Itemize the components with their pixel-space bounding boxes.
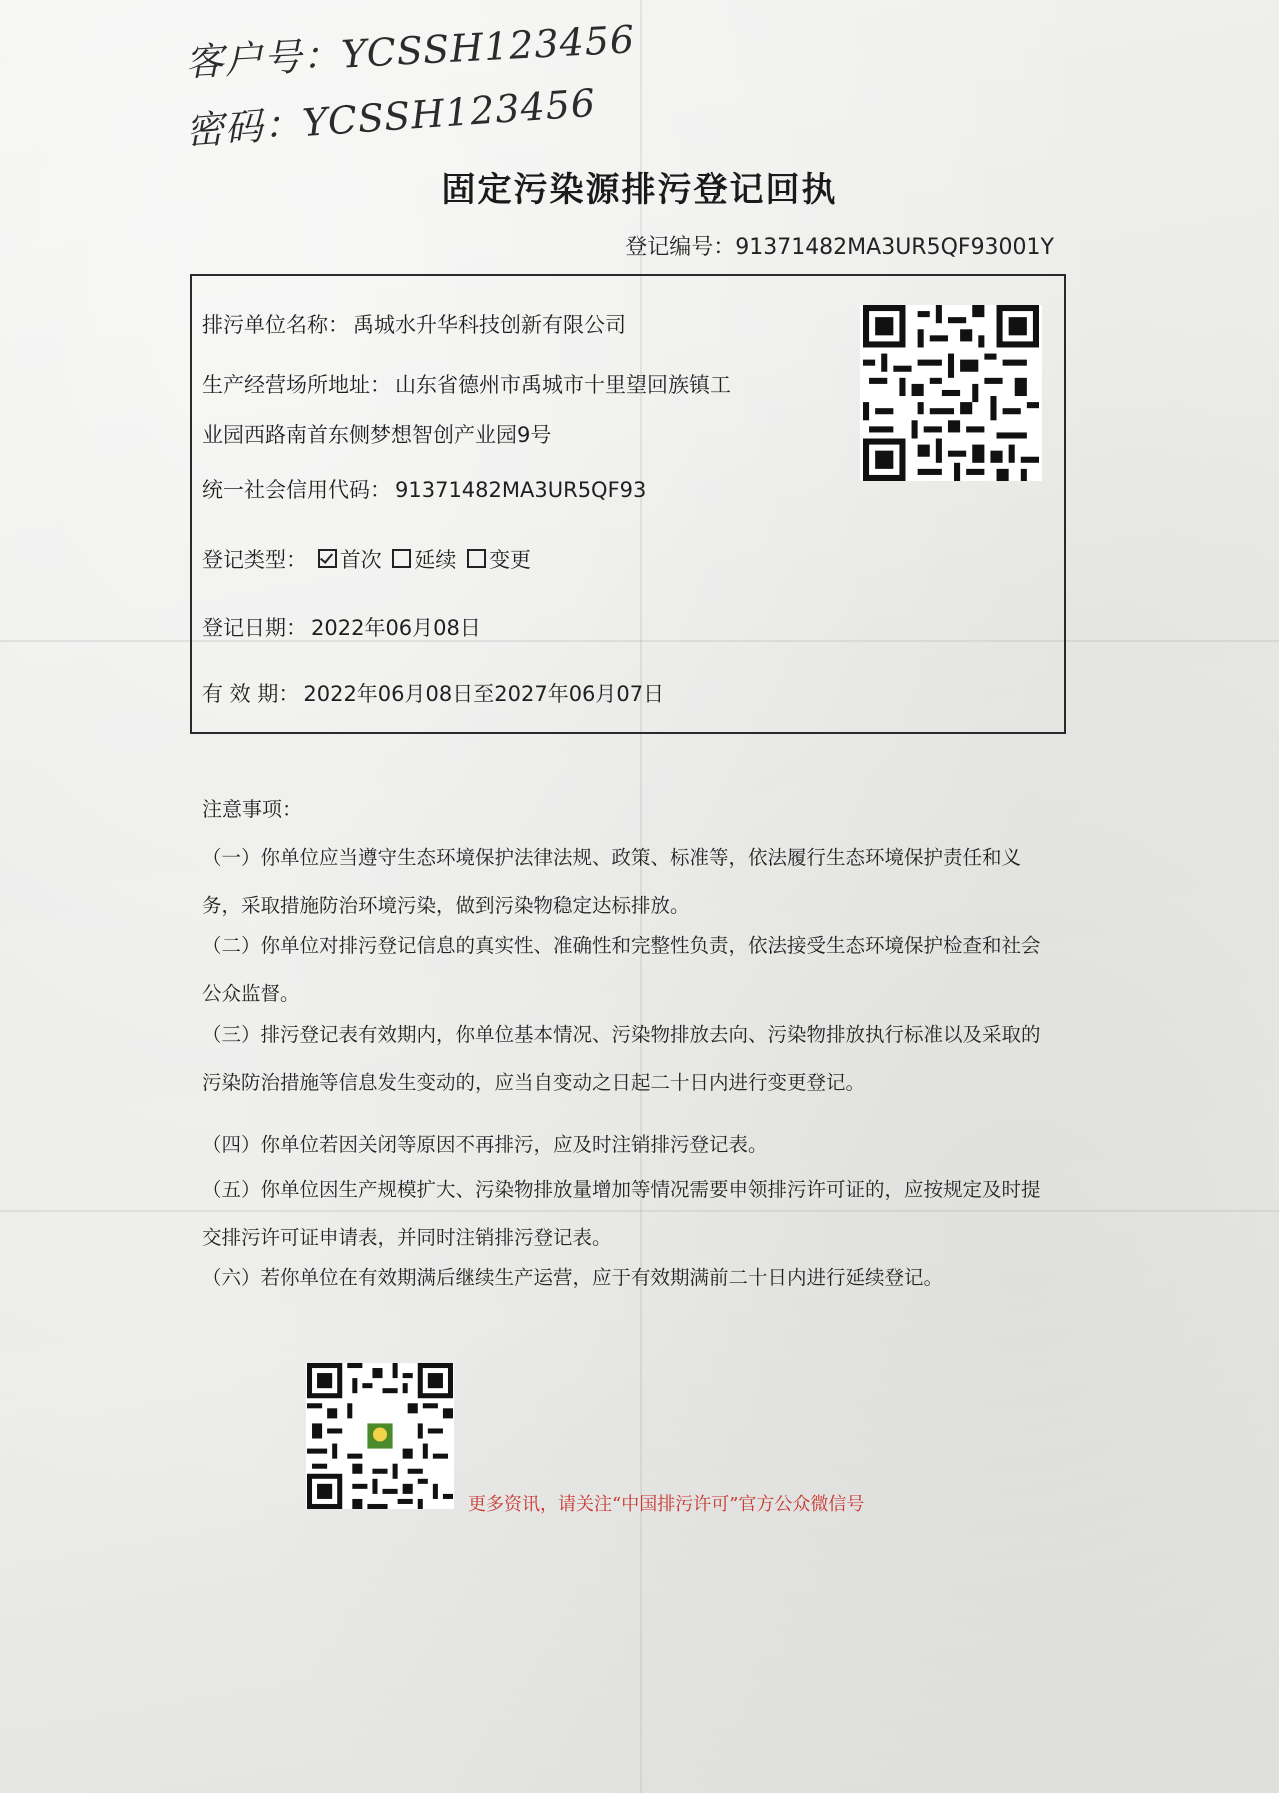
address-row: [202, 369, 731, 399]
registration-date-row: [202, 612, 481, 642]
address-line1: 山东省德州市禹城市十里望回族镇工: [395, 373, 731, 397]
wechat-qr-code-icon: [306, 1363, 454, 1509]
registration-date-value: 2022年06月08日: [311, 616, 481, 640]
registration-type-row: [202, 544, 531, 574]
document-title: 固定污染源排污登记回执: [441, 170, 838, 210]
registration-type-label: 登记类型：: [202, 548, 307, 572]
registration-date-label: 登记日期：: [202, 616, 307, 640]
qr-code-icon: [860, 305, 1042, 481]
credit-code-label: 统一社会信用代码：: [202, 478, 391, 502]
handwritten-password: 密码：YCSSH123456: [184, 80, 598, 154]
unit-name-row: [202, 309, 626, 339]
footer-wechat-notice: 更多资讯，请关注“中国排污许可”官方公众微信号: [468, 1494, 865, 1515]
unit-name-value: 禹城水升华科技创新有限公司: [353, 313, 626, 337]
note-item: （二）你单位对排污登记信息的真实性、准确性和完整性负责，依法接受生态环境保护检查和社会公众监督。: [202, 934, 1041, 1005]
type-option-renewal: 延续: [414, 548, 457, 572]
note-item: （三）排污登记表有效期内，你单位基本情况、污染物排放去向、污染物排放执行标准以及采取的污染防治措施等信息发生变动的，应当自变动之日起二十日内进行变更登记。: [202, 1023, 1041, 1094]
type-option-change: 变更: [489, 548, 532, 572]
registration-number-label: 登记编号：: [625, 235, 736, 260]
registration-number: [625, 230, 1054, 261]
note-item: （五）你单位因生产规模扩大、污染物排放量增加等情况需要申领排污许可证的，应按规定及时提交排污许可证申请表，并同时注销排污登记表。: [202, 1178, 1041, 1249]
validity-row: [202, 678, 664, 708]
validity-value: 2022年06月08日至2027年06月07日: [303, 682, 665, 706]
address-label: 生产经营场所地址：: [202, 373, 391, 397]
note-item: （四）你单位若因关闭等原因不再排污，应及时注销排污登记表。: [202, 1133, 768, 1156]
credit-code-value: 91371482MA3UR5QF93: [395, 478, 647, 502]
unit-name-label: 排污单位名称：: [202, 313, 349, 337]
checkbox-renewal[interactable]: [392, 549, 411, 568]
note-item: （六）若你单位在有效期满后继续生产运营，应于有效期满前二十日内进行延续登记。: [202, 1266, 944, 1289]
checkbox-first-checked[interactable]: [318, 549, 337, 568]
note-item: （一）你单位应当遵守生态环境保护法律法规、政策、标准等，依法履行生态环境保护责任和义务，采取措施防治环境污染，做到污染物稳定达标排放。: [202, 846, 1022, 917]
type-option-first: 首次: [339, 548, 382, 572]
credit-code-row: [202, 474, 646, 504]
handwritten-customer-number: 客户号：YCSSH123456: [184, 17, 637, 85]
address-row-continued: [202, 419, 551, 449]
registration-number-value: 91371482MA3UR5QF93001Y: [735, 235, 1054, 260]
address-line2: 业园西路南首东侧梦想智创产业园9号: [202, 423, 552, 447]
validity-label: 有 效 期：: [202, 682, 300, 706]
checkbox-change[interactable]: [467, 549, 486, 568]
notes-title: 注意事项：: [202, 797, 302, 821]
